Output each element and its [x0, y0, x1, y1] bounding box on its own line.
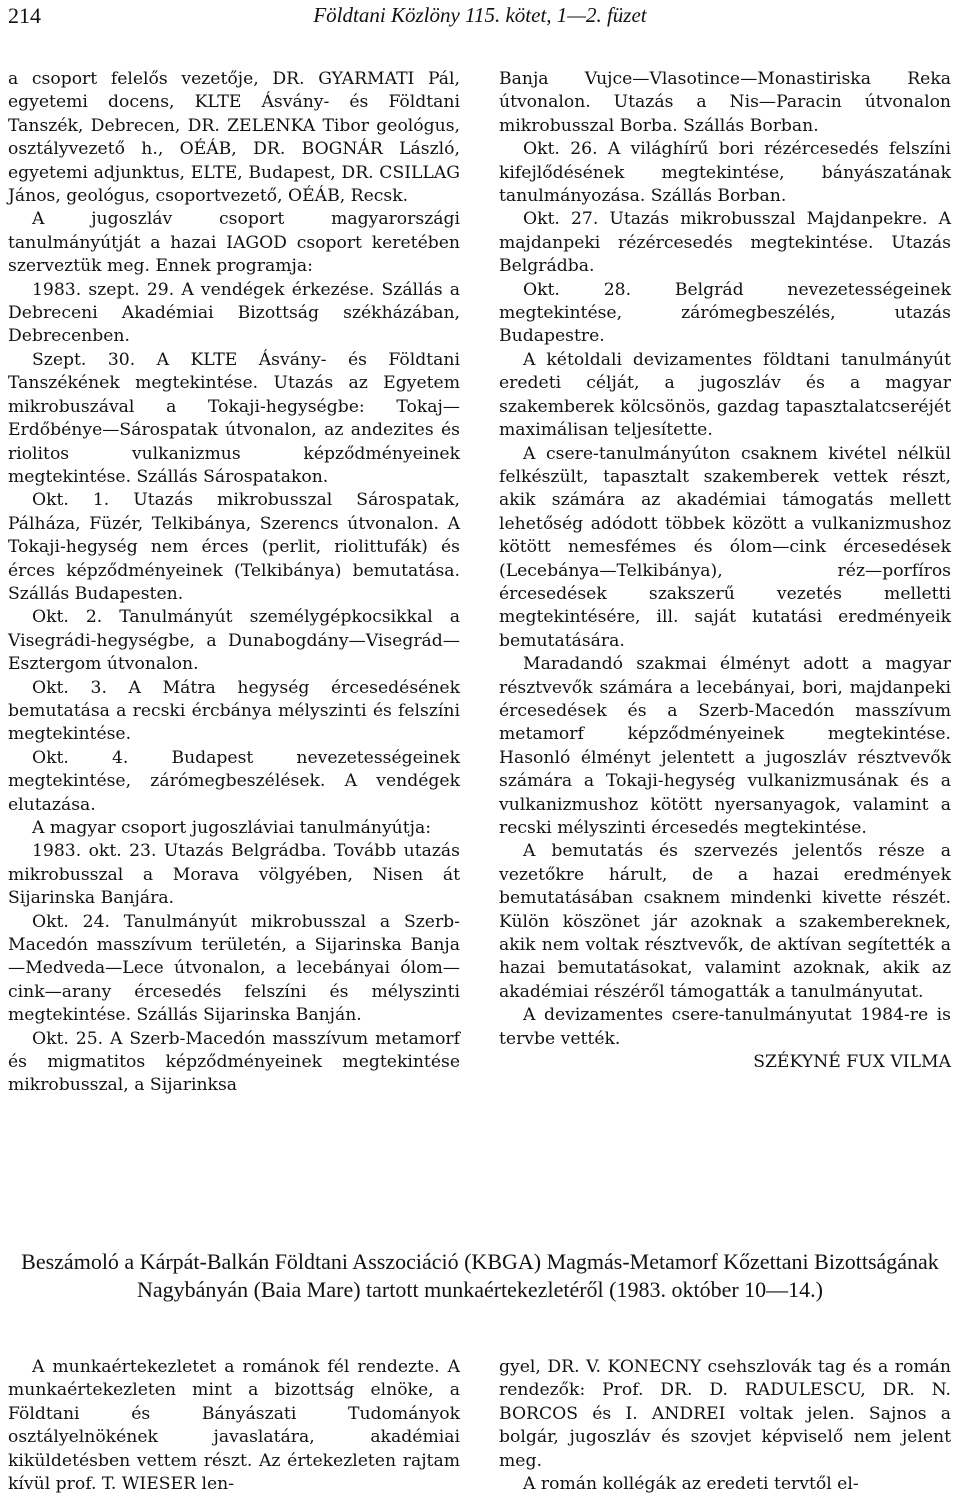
- paragraph: A jugoszláv csoport magyarországi tanulmányútját a hazai IAGOD csoport keretében szerveztük meg. Ennek programja:: [8, 209, 460, 277]
- paragraph: A magyar csoport jugoszláviai tanulmányútja:: [32, 818, 432, 838]
- paragraph: Szept. 30. A KLTE Ásvány- és Földtani Tanszékének megtekintése. Utazás az Egyetem mikrobuszával a Tokaji-hegységbe: Tokaj—Erdőbénye—Sárospatak útvonalon, az andezites és riolitos vulkanizmus képződményeinek megtekintése. Szállás Sárospatakon.: [8, 349, 460, 487]
- article-title: Beszámoló a Kárpát-Balkán Földtani Asszociáció (KBGA) Magmás-Metamorf Kőzettani Bizottságának Nagybányán (Baia Mare) tartott munkaértekezletéről (1983. október 10—14.): [21, 1249, 939, 1302]
- paragraph: 1983. okt. 23. Utazás Belgrádba. Tovább utazás mikrobusszal a Morava völgyében, Nisen át Sijarinska Banjára.: [8, 841, 460, 909]
- left-column: [8, 68, 460, 1098]
- paragraph: A román kollégák az eredeti tervtől el-: [523, 1474, 859, 1495]
- paragraph: Okt. 2. Tanulmányút személygépkocsikkal a Visegrádi-hegységbe, a Dunabogdány—Visegrád—Esztergom útvonalon.: [8, 607, 460, 675]
- running-head: Földtani Közlöny 115. kötet, 1—2. füzet: [313, 3, 647, 27]
- paragraph: Okt. 28. Belgrád nevezetességeinek megtekintése, zárómegbeszélés, utazás Budapestre.: [499, 279, 951, 347]
- right-column: [499, 68, 951, 1074]
- paragraph: A munkaértekezletet a románok fél rendezte. A munkaértekezleten mint a bizottság elnöke, a Földtani és Bányászati Tudományok osztályelnökének javaslatára, akadémiai kiküldetésben vettem részt. Az értekezleten rajtam kívül prof. T. WIESER len-: [8, 1357, 460, 1495]
- paragraph: A csere-tanulmányúton csaknem kivétel nélkül felkészült, tapasztalt szakemberek vettek részt, akik számára az akadémiai támogatás mellett lehetőség adódott többek között a vulkanizmushoz kötött nemesfémes és ólom—cink ércesedések (Lecebánya—Telkibánya), réz—porfíros ércesedések szakszerű vezetés melletti megtekintésére, ill. saját kutatási eredményeik bemutatására.: [499, 443, 951, 651]
- paragraph: A kétoldali devizamentes földtani tanulmányút eredeti célját, a jugoszláv és a magyar szakemberek kölcsönös, gazdag tapasztalatcseréjét maximálisan teljesítette.: [499, 349, 951, 441]
- paragraph: A bemutatás és szervezés jelentős része a vezetőkre hárult, de a hazai eredmények bemutatásában csaknem mindenki kivette részét. Külön köszönet jár azoknak a szakembereknek, akik nem voltak résztvevők, de aktívan segítették a hazai bemutatásokat, valamint azoknak, akik az akadémiai részéről támogatták a tanulmányutat.: [499, 841, 951, 1002]
- article-left-column: [8, 1356, 460, 1496]
- page-number: 214: [8, 3, 41, 28]
- paragraph: Banja Vujce—Vlasotince—Monastiriska Reka útvonalon. Utazás a Nis—Paracin útvonalon mikrobusszal Borba. Szállás Borban.: [499, 69, 951, 136]
- author-signature: SZÉKYNÉ FUX VILMA: [753, 1052, 951, 1073]
- paragraph: Maradandó szakmai élményt adott a magyar résztvevők számára a lecebányai, bori, majdanpeki ércesedések és a Szerb-Macedón masszívum metamorf képződményeinek megtekintése. Hasonló élményt jelentett a jugoszláv résztvevők számára a Tokaji-hegység vulkanizmusának és a vulkanizmushoz kötött nyersanyagok, valamint a recski mélyszinti ércesedés megtekintése.: [499, 654, 951, 838]
- paragraph: A devizamentes csere-tanulmányutat 1984-re is tervbe vették.: [499, 1005, 951, 1049]
- paragraph: Okt. 3. A Mátra hegység ércesedésének bemutatása a recski ércbánya mélyszinti és felszíni megtekintése.: [8, 677, 460, 745]
- paragraph: Okt. 1. Utazás mikrobusszal Sárospatak, Pálháza, Füzér, Telkibánya, Szerencs útvonalon. A Tokaji-hegység nem érces (perlit, riolittufák) és érces képződményeinek (Telkibánya) bemutatása. Szállás Budapesten.: [8, 490, 460, 604]
- paragraph: Okt. 4. Budapest nevezetességeinek megtekintése, zárómegbeszélések. A vendégek elutazása.: [8, 747, 460, 815]
- paragraph: Okt. 24. Tanulmányút mikrobusszal a Szerb-Macedón masszívum területén, a Sijarinska Banja—Medveda—Lece útvonalon, a lecebányai ólom—cink—arany ércesedés felszíni és mélyszinti megtekintése. Szállás Sijarinska Banján.: [8, 911, 460, 1026]
- paragraph: a csoport felelős vezetője, DR. GYARMATI Pál, egyetemi docens, KLTE Ásvány- és Földtani Tanszék, Debrecen, DR. ZELENKA Tibor geológus, osztályvezető h., OÉÁB, DR. BOGNÁR László, egyetemi adjunktus, ELTE, Budapest, DR. CSILLAG János, geológus, csoportvezető, OÉÁB, Recsk.: [8, 69, 460, 207]
- paragraph: Okt. 26. A világhírű bori rézércesedés felszíni kifejlődésének megtekintése, bányászatának tanulmányozása. Szállás Borban.: [499, 139, 951, 207]
- article-right-column: [499, 1356, 951, 1496]
- paragraph: gyel, DR. V. KONECNY csehszlovák tag és a román rendezők: Prof. DR. D. RADULESCU, DR. N. BORCOS és I. ANDREI voltak jelen. Sajnos a bolgár, jugoszláv és szovjet képviselő nem jelent meg.: [499, 1357, 951, 1471]
- paragraph: Okt. 27. Utazás mikrobusszal Majdanpekre. A majdanpeki rézércesedés megtekintése. Utazás Belgrádba.: [499, 209, 951, 277]
- paragraph: Okt. 25. A Szerb-Macedón masszívum metamorf és migmatitos képződményeinek megtekintése mikrobusszal, a Sijarinksa: [8, 1028, 460, 1096]
- paragraph: 1983. szept. 29. A vendégek érkezése. Szállás a Debreceni Akadémiai Bizottság székházában, Debrecenben.: [8, 279, 460, 347]
- page-header: [0, 0, 960, 40]
